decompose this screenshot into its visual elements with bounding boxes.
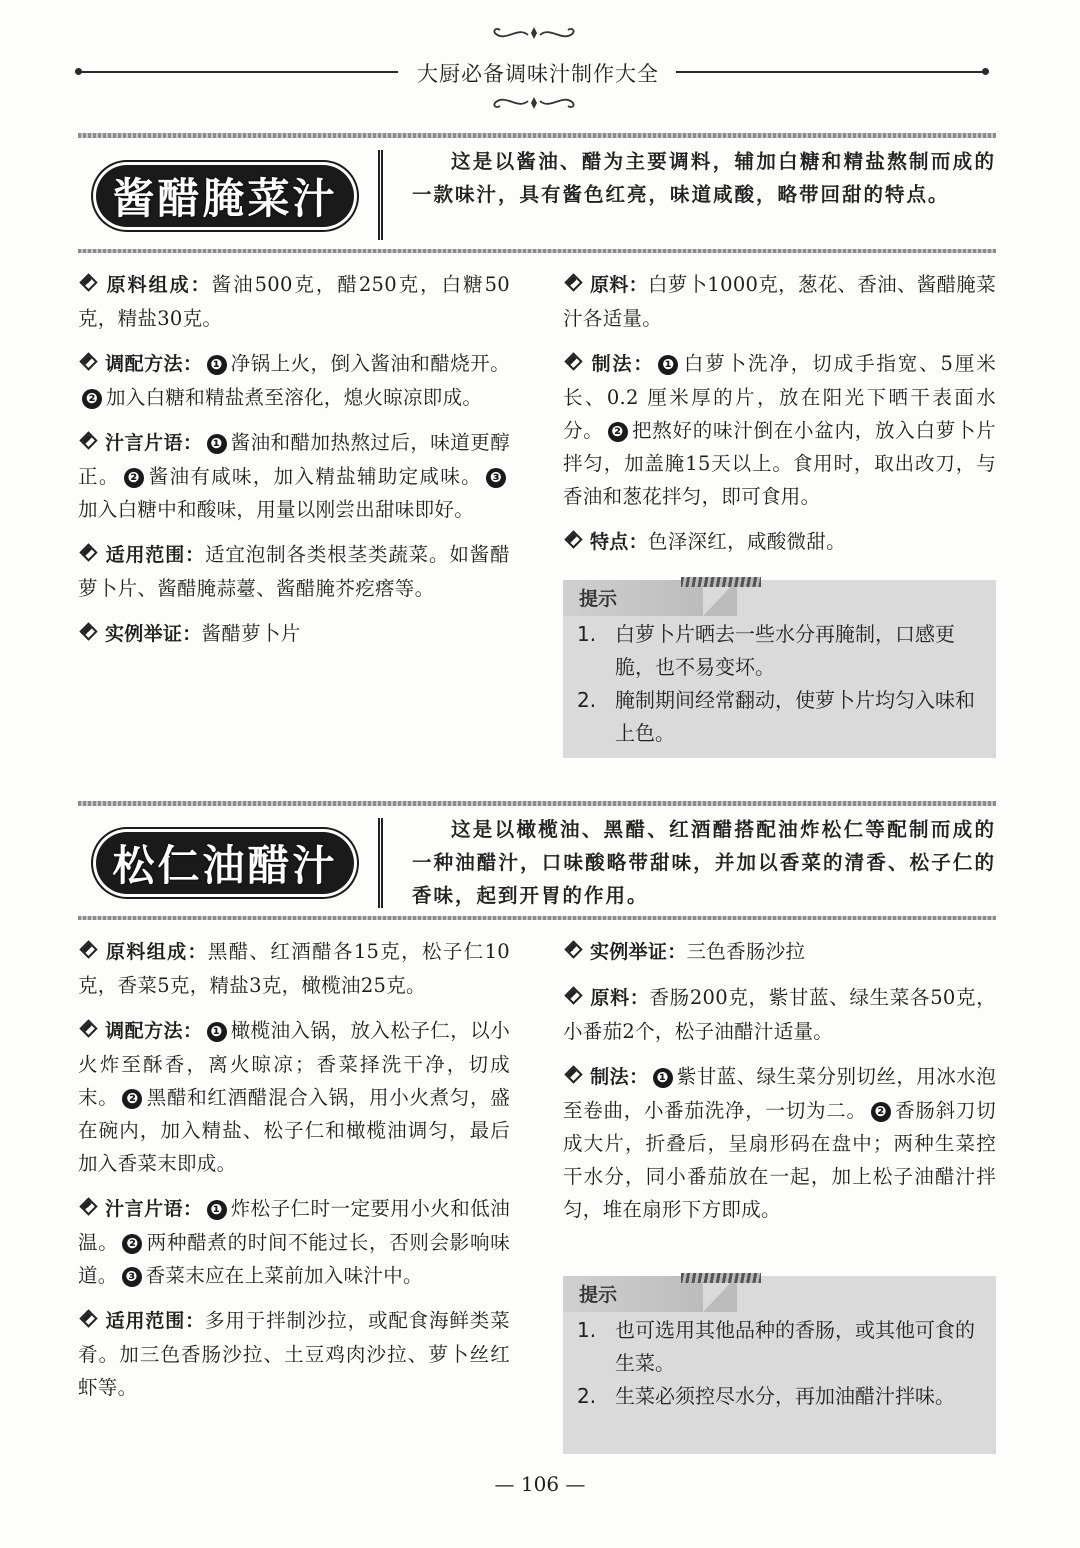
- ornament-bottom-icon: [488, 90, 580, 112]
- section-1-title-badge: [96, 165, 354, 227]
- step-mark-icon: ❷: [82, 389, 102, 409]
- s2-method: 调配方法： ❶ 橄榄油入锅，放入松子仁，以小火炸至酥香，离火晾凉；香菜择洗干净，切成末。 ❷ 黑醋和红酒醋混合入锅，用小火煮匀，盛在碗内，加入精盐、松子仁和橄榄油调匀，最后加入香菜末即成。: [78, 1019, 510, 1175]
- section-2-right-column: [563, 935, 996, 1238]
- s2-ingredients: 原料组成：黑醋、红酒醋各15克，松子仁10克，香菜5克，精盐3克，橄榄油25克。: [78, 940, 510, 997]
- s2-scope: 适用范围：多用于拌制沙拉，或配食海鲜类菜肴。加三色香肠沙拉、土豆鸡肉沙拉、萝卜丝红虾等。: [78, 1309, 510, 1399]
- step-mark-icon: ❶: [207, 434, 227, 454]
- section-2-bottom-band: [78, 916, 996, 920]
- section-2-title: 松仁油醋汁: [112, 841, 338, 890]
- s2-prep: 制法： ❶ 紫甘蓝、绿生菜分别切丝，用冰水泡至卷曲，小番茄洗净，一切为二。 ❷ 香肠斜刀切成大片，折叠后，呈扇形码在盘中；两种生菜控干水分，同小番茄放在一起，加上松子油醋汁拌匀，堆在扇形下方即成。: [563, 1065, 996, 1221]
- s1-feature: 特点：色泽深红，咸酸微甜。: [563, 525, 996, 559]
- step-mark-icon: ❶: [653, 1068, 673, 1088]
- section-2-title-badge: [96, 832, 354, 894]
- s2-raw: 原料：香肠200克，紫甘蓝、绿生菜各50克，小番茄2个，松子油醋汁适量。: [563, 986, 996, 1043]
- section-1-intro: 这是以酱油、醋为主要调料，辅加白糖和精盐熬制而成的一款味汁，具有酱色红亮，味道咸酸，略带回甜的特点。: [412, 150, 996, 206]
- diamond-bullet-icon: [79, 273, 97, 291]
- step-mark-icon: ❷: [124, 468, 144, 488]
- step-mark-icon: ❶: [207, 355, 227, 375]
- tip-stripes-icon: [681, 577, 761, 587]
- tip-stripes-icon: [681, 1273, 761, 1283]
- tip-item: 1. 也可选用其他品种的香肠，或其他可食的生菜。: [577, 1318, 975, 1375]
- s1-scope: 适用范围：适宜泡制各类根茎类蔬菜。如酱醋萝卜片、酱醋腌蒜薹、酱醋腌芥疙瘩等。: [78, 543, 510, 600]
- tip-title: 提示: [579, 1284, 618, 1306]
- section-1-tip-box: [563, 580, 996, 758]
- diamond-bullet-icon: [79, 1019, 97, 1037]
- tip-item: 1. 白萝卜片晒去一些水分再腌制，口感更脆，也不易变坏。: [577, 622, 955, 679]
- step-mark-icon: ❷: [122, 1089, 142, 1109]
- section-1-left-column: [78, 268, 510, 663]
- step-mark-icon: ❸: [122, 1267, 142, 1287]
- step-mark-icon: ❶: [207, 1200, 227, 1220]
- step-mark-icon: ❶: [207, 1022, 227, 1042]
- s1-raw: 原料：白萝卜1000克，葱花、香油、酱醋腌菜汁各适量。: [563, 273, 997, 330]
- section-2-top-band: [78, 801, 996, 806]
- diamond-bullet-icon: [79, 622, 97, 640]
- diamond-bullet-icon: [79, 1309, 97, 1327]
- diamond-bullet-icon: [564, 940, 582, 958]
- s1-ingredients: 原料组成：酱油500克，醋250克，白糖50克，精盐30克。: [78, 273, 510, 330]
- s1-prep: 制法： ❶ 白萝卜洗净，切成手指宽、5厘米长、0.2 厘米厚的片，放在阳光下晒干表面水分。 ❷ 把熬好的味汁倒在小盆内，放入白萝卜片拌匀，加盖腌15天以上。食用时，取出改刀，与香油和葱花拌匀，即可食用。: [563, 352, 996, 508]
- diamond-bullet-icon: [79, 543, 97, 561]
- s1-notes: 汁言片语： ❶ 酱油和醋加热熬过后，味道更醇正。 ❷ 酱油有咸味，加入精盐辅助定咸味。 ❸加入白糖中和酸味，用量以刚尝出甜味即好。: [78, 431, 510, 521]
- diamond-bullet-icon: [564, 986, 582, 1004]
- section-2-divider: [378, 818, 383, 908]
- section-1-right-column: [563, 268, 996, 571]
- s2-example: 实例举证：三色香肠沙拉: [563, 935, 996, 969]
- header-rule-right: [676, 71, 986, 73]
- diamond-bullet-icon: [564, 530, 582, 548]
- diamond-bullet-icon: [79, 431, 97, 449]
- diamond-bullet-icon: [79, 1197, 97, 1215]
- section-2-left-column: [78, 935, 510, 1416]
- step-mark-icon: ❷: [871, 1102, 891, 1122]
- tip-item: 2. 生菜必须控尽水分，再加油醋汁拌味。: [577, 1384, 955, 1408]
- header-title: 大厨必备调味汁制作大全: [417, 62, 659, 86]
- tip-list: [577, 618, 984, 750]
- s2-notes: 汁言片语： ❶ 炸松子仁时一定要用小火和低油温。 ❷ 两种醋煮的时间不能过长，否则会影响味道。 ❸ 香菜末应在上菜前加入味汁中。: [78, 1197, 510, 1287]
- s1-example: 实例举证：酱醋萝卜片: [78, 617, 510, 651]
- tip-title: 提示: [579, 588, 618, 610]
- section-1-divider: [378, 150, 383, 240]
- section-1-bottom-band: [78, 249, 996, 253]
- tip-list: [577, 1314, 984, 1413]
- section-1-title: 酱醋腌菜汁: [112, 174, 338, 223]
- diamond-bullet-icon: [564, 1065, 582, 1083]
- diamond-bullet-icon: [564, 273, 582, 291]
- step-mark-icon: ❷: [608, 422, 628, 442]
- step-mark-icon: ❶: [658, 355, 678, 375]
- ornament-top-icon: [488, 24, 580, 46]
- s1-method: 调配方法： ❶ 净锅上火，倒入酱油和醋烧开。❷ 加入白糖和精盐煮至溶化，熄火晾凉即成。: [78, 347, 510, 414]
- page-number: — 106 —: [494, 1472, 586, 1496]
- step-mark-icon: ❷: [122, 1234, 142, 1254]
- diamond-bullet-icon: [79, 352, 97, 370]
- diamond-bullet-icon: [564, 352, 582, 370]
- header-rule-left: [78, 71, 398, 73]
- header-rule-dot-right: [982, 68, 989, 75]
- section-2-tip-box: [563, 1276, 996, 1454]
- section-2-intro: 这是以橄榄油、黑醋、红酒醋搭配油炸松仁等配制而成的一种油醋汁，口味酸略带甜味，并加以香菜的清香、松子仁的香味，起到开胃的作用。: [412, 818, 996, 907]
- step-mark-icon: ❸: [486, 468, 506, 488]
- section-1-top-band: [78, 133, 996, 138]
- tip-item: 2. 腌制期间经常翻动，使萝卜片均匀入味和上色。: [577, 688, 975, 745]
- diamond-bullet-icon: [79, 940, 97, 958]
